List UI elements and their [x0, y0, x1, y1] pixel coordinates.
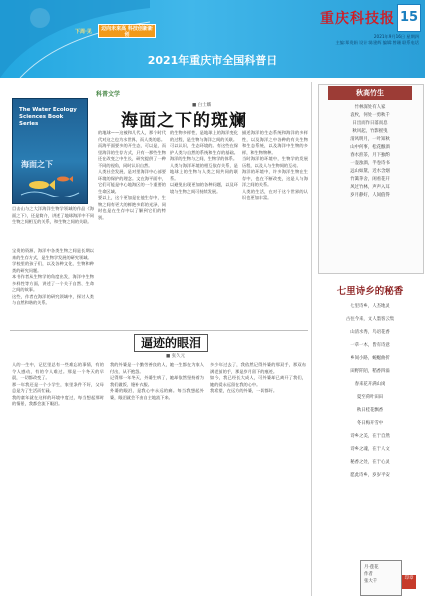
article-paragraph: 的地球——这被和几代人，那个时代代对这之也为水世界，而人类的思。	[98, 130, 166, 142]
masthead-editors: 主编:郑贵娟 设计:陈建辉 编辑:曾珊 联系电话	[335, 40, 419, 45]
poem-line: 一壶浊酒，半卷诗书	[350, 161, 390, 166]
poem-line: 山清水秀，鸟语花香	[350, 330, 390, 335]
poem-line: 清风明月，一叶知秋	[350, 137, 390, 142]
second-article-column-2	[110, 362, 204, 594]
article-paragraph: 人的一生中，记忆里总有一些难忘的事情，有的令人感动，有的令人难过。那是一个冬天的早晨，一切都改变了。	[12, 362, 104, 380]
book-cover-image	[12, 98, 88, 204]
poem-line: 乡间小路，蜿蜒曲折	[350, 356, 390, 361]
column-divider	[311, 82, 312, 596]
signature-line: 作者	[364, 572, 373, 577]
second-article-column-1	[12, 362, 104, 594]
poem-line: 一草一木，皆有诗意	[350, 343, 390, 348]
poem-line: 岁月静好，人间值得	[350, 193, 390, 198]
article-column-1	[98, 130, 166, 324]
article-paragraph: 要以上，这个更加是在他生存中，生物之间有更大的鲜艳多彩的光泽，同时也是在生存中以了解到它们的特别。	[98, 195, 166, 220]
masthead-info	[249, 34, 419, 46]
article-paragraph: 人类的生活，在对于这个世界的认识也更加丰富。	[242, 188, 308, 200]
poem-line: 风过竹林，声声入耳	[350, 185, 390, 190]
article-paragraph: 描述海洋的生态系统和海洋的多样性，以及海洋之中各种的有关生物和生态系统，以及海洋中生物的多样，和生物物种。	[242, 130, 308, 155]
article-paragraph: 而海平面要多的开生态，可以是，而里海洋的生存方式，只有一那些生物还在改变之中生长，研究提供了一种不同的视角，同时认识自然。	[98, 143, 166, 168]
poem-line: 春来花开满山岗	[354, 382, 386, 387]
second-article-byline: ■ 张久元	[166, 354, 186, 359]
poem-line: 诗乡之魂，在于人文	[350, 447, 390, 452]
poem-line: 春水煎茶，月下独酌	[350, 153, 390, 158]
article-paragraph: 那一年我还是一个小学生，家里条件不好，父母总是为了生活而忙碌。	[12, 381, 104, 393]
left-body-paragraph: 这些，作者在海洋的研究领域中，探讨人类与自然和谐的关系。	[12, 293, 94, 305]
article-paragraph: 可以认识，生态环境的。有这些在保护人类与自然的系统和生存的基础。海洋的生物与之间，生物学的体系。	[170, 143, 238, 161]
poem-section-title: 七里诗乡的秘香	[336, 286, 404, 297]
masthead-badge: 迈向未来高 科技创新新创	[98, 24, 156, 38]
poem-line: 秘香之处，在于心灵	[350, 460, 390, 465]
second-article-title: 逼迹的眼泪	[134, 334, 208, 352]
signature-line: 张大千	[364, 579, 378, 584]
article-byline: ■ 白士麟	[192, 103, 212, 108]
article-paragraph: 外婆的眼泪，是我心中永远的痛。每当我想起外婆，眼泪就会不由自主地流下来。	[110, 388, 204, 400]
red-seal-stamp: 印章	[402, 575, 416, 589]
masthead-brand: 重庆科技报	[320, 11, 395, 27]
left-body-paragraph: 本书作者从生物学的角度出发，海洋中生物多样性等方面，讲述了一个关于自然、生命之间的故事。	[12, 274, 94, 292]
page-number: 15	[397, 4, 421, 32]
poem-line: 竹林深处有人家	[354, 105, 386, 110]
signature-text	[364, 564, 379, 585]
poem-line: 袁枚，何处一剪秋千	[350, 113, 390, 118]
article-paragraph: 多少年过去了，我依然记得外婆的那双手，那双布满老茧的手，那是岁月留下的痕迹。	[210, 362, 306, 374]
article-paragraph: 的生物多样性，是地球上的海洋变化的过程，是生物与海洋之间的关联。	[170, 130, 238, 142]
poem-line: 夏至荷叶田田	[356, 395, 384, 400]
poem-line: 远山如黛，近水含烟	[350, 169, 390, 174]
left-body-paragraph: 宝贵的资源，海洋中各类生物之间是长期以来的生存方式，是生物学发展的研究领域。	[12, 248, 94, 260]
article-paragraph: 我的外婆是一个勤劳善良的人，她一生都在为家人付出，从不抱怨。	[110, 362, 204, 374]
section-divider	[10, 330, 308, 331]
poem-line: 竹篱茅舍，闲看花开	[350, 177, 390, 182]
left-body-column	[12, 248, 94, 328]
article-paragraph: 人类与海洋环境的相互依存关系，是地球上的生物与人类之间共同的联系。	[170, 162, 238, 181]
article-paragraph: 如今，我已经长大成人，可外婆却已离开了我们，她的爱永远留在我的心中。	[210, 375, 306, 387]
poem-line: 秋风起，竹影摇曳	[352, 129, 388, 134]
poem-line: 山中何事，松花酿酒	[350, 145, 390, 150]
poem-line: 田野阡陌，稻香四溢	[350, 369, 390, 374]
poem-line: 七里诗乡，人杰地灵	[350, 304, 390, 309]
article-paragraph: 以避免出现更加的各种问题，以及环境与生物之间可持续发展。	[170, 182, 238, 194]
left-body-paragraph: 学校里的孩子们，以及各种文化、生物和种类的研究问题。	[12, 261, 94, 273]
article-paragraph: 当时海洋的环境中，生物学的发展历程，以及人与生物间的互动。	[242, 156, 308, 168]
poem-2	[318, 300, 422, 554]
poem-line: 日出而作日落而息	[352, 121, 388, 126]
masthead-banner: 2021年重庆市全国科普日	[147, 54, 278, 67]
poem-line: 诗乡之美，在于自然	[350, 434, 390, 439]
poem-line: 秋日桂花飘香	[356, 408, 384, 413]
book-cover-subtitle: 海面之下	[21, 160, 53, 169]
article-paragraph: 我希望，在远方的外婆，一切都好。	[210, 388, 278, 393]
article-paragraph: 海洋的环境中，许多海洋生物在生存中，也在不断改变，这是人与海洋之间的关系。	[242, 169, 308, 187]
poem-line: 古往今来，文人墨客云集	[345, 317, 395, 322]
second-article-column-3	[210, 362, 306, 594]
book-cover-title: The Water Ecology Sciences Book Series	[19, 107, 77, 127]
masthead-date: 2021年9月16日 星期四	[373, 34, 419, 39]
book-caption: 目击山与之大洋海洋生物学领域的作品《海面之下》，还是简介，讲述了地球海洋中不同生物之间相互的关系，和生物之间的关联。	[12, 206, 94, 224]
article-title: 海面之下的斑斓	[121, 111, 247, 131]
zone-label: 科普文学	[96, 91, 121, 98]
poem-line: 冬日梅开雪中	[356, 421, 384, 426]
article-column-3	[242, 130, 308, 324]
fish-illustration	[19, 171, 81, 197]
poem-line: 愿此诗乡，岁岁平安	[350, 473, 390, 478]
poem-box-heading: 秋高竹生	[328, 86, 412, 100]
signature-line: 月·莲花	[364, 565, 379, 570]
article-paragraph: 人类社会发展，是对里海洋中心部要环境的保护的理念。文在海平面中，它们可能是中心地海区的一个重要的生命区域。	[98, 169, 166, 194]
masthead-small-label: 下周·见	[75, 29, 92, 35]
masthead	[0, 0, 425, 78]
poem-1	[320, 104, 420, 270]
article-paragraph: 记得那一年冬天，外婆生病了，她却依然坚持着为我们做饭、缝补衣服。	[110, 375, 204, 387]
article-column-2	[170, 130, 238, 324]
article-paragraph: 我的童年就在这样的环境中度过，每当想起那时的情景，我都会流下眼泪。	[12, 394, 104, 406]
